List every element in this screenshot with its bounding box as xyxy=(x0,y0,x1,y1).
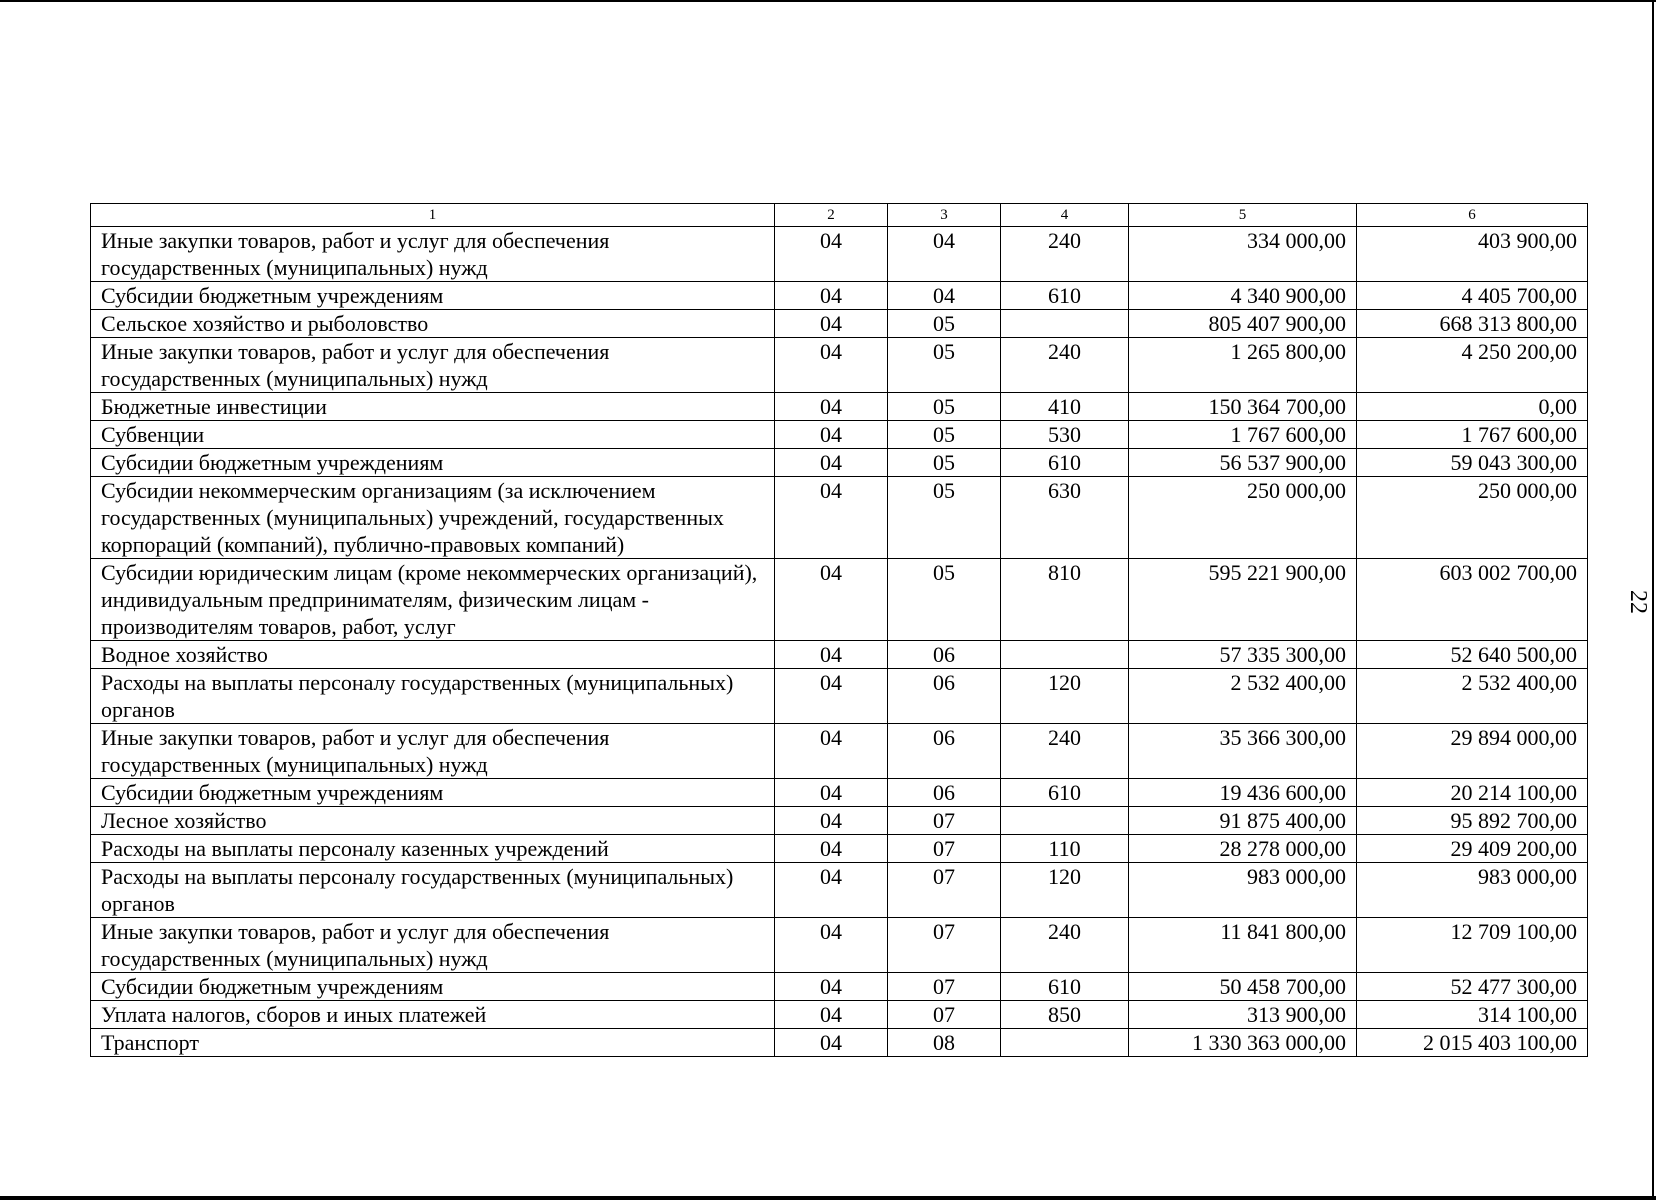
cell-amount-2: 12 709 100,00 xyxy=(1357,918,1588,973)
cell-amount-2: 983 000,00 xyxy=(1357,863,1588,918)
cell-section: 04 xyxy=(775,282,888,310)
cell-amount-1: 57 335 300,00 xyxy=(1129,641,1357,669)
cell-amount-2: 52 640 500,00 xyxy=(1357,641,1588,669)
cell-section: 04 xyxy=(775,559,888,641)
cell-subsection: 07 xyxy=(888,863,1001,918)
budget-table xyxy=(90,203,1588,1057)
cell-subsection: 07 xyxy=(888,973,1001,1001)
cell-amount-2: 603 002 700,00 xyxy=(1357,559,1588,641)
cell-type: 610 xyxy=(1001,973,1129,1001)
cell-subsection: 05 xyxy=(888,477,1001,559)
cell-section: 04 xyxy=(775,338,888,393)
cell-subsection: 06 xyxy=(888,641,1001,669)
cell-amount-1: 50 458 700,00 xyxy=(1129,973,1357,1001)
cell-amount-1: 334 000,00 xyxy=(1129,227,1357,282)
cell-amount-2: 4 250 200,00 xyxy=(1357,338,1588,393)
table-row xyxy=(91,669,1588,724)
cell-section: 04 xyxy=(775,227,888,282)
cell-amount-2: 95 892 700,00 xyxy=(1357,807,1588,835)
cell-section: 04 xyxy=(775,449,888,477)
cell-name: Субсидии некоммерческим организациям (за исключением государственных (муниципальных) учреждений, государственных корпораций (компаний), публично-правовых компаний) xyxy=(91,477,775,559)
page-edge-top xyxy=(0,0,1656,2)
cell-section: 04 xyxy=(775,724,888,779)
cell-amount-1: 1 265 800,00 xyxy=(1129,338,1357,393)
cell-subsection: 07 xyxy=(888,918,1001,973)
cell-section: 04 xyxy=(775,835,888,863)
cell-section: 04 xyxy=(775,779,888,807)
cell-amount-2: 1 767 600,00 xyxy=(1357,421,1588,449)
cell-type: 530 xyxy=(1001,421,1129,449)
table-row xyxy=(91,1029,1588,1057)
cell-type: 120 xyxy=(1001,669,1129,724)
table-row xyxy=(91,641,1588,669)
table-row xyxy=(91,282,1588,310)
cell-type xyxy=(1001,807,1129,835)
cell-amount-1: 2 532 400,00 xyxy=(1129,669,1357,724)
cell-subsection: 05 xyxy=(888,393,1001,421)
cell-type: 240 xyxy=(1001,338,1129,393)
header-row xyxy=(91,204,1588,227)
cell-subsection: 05 xyxy=(888,559,1001,641)
cell-name: Субсидии бюджетным учреждениям xyxy=(91,973,775,1001)
cell-amount-2: 2 015 403 100,00 xyxy=(1357,1029,1588,1057)
header-col-type: 4 xyxy=(1001,204,1129,227)
cell-section: 04 xyxy=(775,310,888,338)
cell-type: 110 xyxy=(1001,835,1129,863)
cell-type: 610 xyxy=(1001,282,1129,310)
cell-subsection: 07 xyxy=(888,835,1001,863)
table-row xyxy=(91,724,1588,779)
cell-amount-2: 668 313 800,00 xyxy=(1357,310,1588,338)
cell-subsection: 05 xyxy=(888,449,1001,477)
table-row xyxy=(91,1001,1588,1029)
cell-amount-2: 20 214 100,00 xyxy=(1357,779,1588,807)
cell-amount-2: 403 900,00 xyxy=(1357,227,1588,282)
table-row xyxy=(91,559,1588,641)
table-row xyxy=(91,807,1588,835)
cell-amount-1: 28 278 000,00 xyxy=(1129,835,1357,863)
cell-amount-1: 595 221 900,00 xyxy=(1129,559,1357,641)
table-row xyxy=(91,863,1588,918)
cell-type: 610 xyxy=(1001,449,1129,477)
cell-type: 410 xyxy=(1001,393,1129,421)
cell-name: Расходы на выплаты персоналу государственных (муниципальных) органов xyxy=(91,863,775,918)
header-col-name: 1 xyxy=(91,204,775,227)
table-row xyxy=(91,421,1588,449)
cell-subsection: 07 xyxy=(888,1001,1001,1029)
cell-amount-2: 29 409 200,00 xyxy=(1357,835,1588,863)
cell-type: 610 xyxy=(1001,779,1129,807)
cell-type xyxy=(1001,641,1129,669)
cell-name: Лесное хозяйство xyxy=(91,807,775,835)
cell-type: 630 xyxy=(1001,477,1129,559)
cell-amount-2: 0,00 xyxy=(1357,393,1588,421)
cell-amount-2: 4 405 700,00 xyxy=(1357,282,1588,310)
cell-subsection: 08 xyxy=(888,1029,1001,1057)
table-header xyxy=(91,204,1588,227)
table-row xyxy=(91,477,1588,559)
cell-amount-1: 805 407 900,00 xyxy=(1129,310,1357,338)
cell-section: 04 xyxy=(775,863,888,918)
cell-section: 04 xyxy=(775,669,888,724)
table-row xyxy=(91,779,1588,807)
cell-subsection: 04 xyxy=(888,227,1001,282)
table-row xyxy=(91,227,1588,282)
cell-name: Субсидии юридическим лицам (кроме некоммерческих организаций), индивидуальным предпринимателям, физическим лицам - производителям товаров, работ, услуг xyxy=(91,559,775,641)
table-row xyxy=(91,973,1588,1001)
cell-subsection: 06 xyxy=(888,779,1001,807)
cell-subsection: 05 xyxy=(888,310,1001,338)
cell-amount-1: 150 364 700,00 xyxy=(1129,393,1357,421)
cell-type: 120 xyxy=(1001,863,1129,918)
cell-type: 810 xyxy=(1001,559,1129,641)
cell-amount-1: 1 330 363 000,00 xyxy=(1129,1029,1357,1057)
cell-amount-1: 11 841 800,00 xyxy=(1129,918,1357,973)
cell-name: Иные закупки товаров, работ и услуг для обеспечения государственных (муниципальных) нужд xyxy=(91,724,775,779)
cell-amount-1: 250 000,00 xyxy=(1129,477,1357,559)
cell-amount-2: 29 894 000,00 xyxy=(1357,724,1588,779)
header-col-subsection: 3 xyxy=(888,204,1001,227)
cell-name: Водное хозяйство xyxy=(91,641,775,669)
cell-type: 240 xyxy=(1001,227,1129,282)
cell-section: 04 xyxy=(775,477,888,559)
cell-name: Сельское хозяйство и рыболовство xyxy=(91,310,775,338)
cell-amount-1: 4 340 900,00 xyxy=(1129,282,1357,310)
cell-amount-1: 313 900,00 xyxy=(1129,1001,1357,1029)
cell-name: Иные закупки товаров, работ и услуг для обеспечения государственных (муниципальных) нужд xyxy=(91,338,775,393)
cell-type: 240 xyxy=(1001,918,1129,973)
cell-section: 04 xyxy=(775,641,888,669)
table-row xyxy=(91,393,1588,421)
page-edge-right xyxy=(1652,0,1654,1200)
cell-amount-1: 56 537 900,00 xyxy=(1129,449,1357,477)
cell-type xyxy=(1001,1029,1129,1057)
cell-name: Иные закупки товаров, работ и услуг для обеспечения государственных (муниципальных) нужд xyxy=(91,918,775,973)
cell-name: Расходы на выплаты персоналу государственных (муниципальных) органов xyxy=(91,669,775,724)
cell-amount-1: 983 000,00 xyxy=(1129,863,1357,918)
cell-name: Бюджетные инвестиции xyxy=(91,393,775,421)
table-row xyxy=(91,310,1588,338)
cell-section: 04 xyxy=(775,807,888,835)
page-number: 22 xyxy=(1625,590,1651,614)
cell-name: Субсидии бюджетным учреждениям xyxy=(91,282,775,310)
table-body xyxy=(91,227,1588,1057)
cell-section: 04 xyxy=(775,393,888,421)
cell-type xyxy=(1001,310,1129,338)
cell-name: Расходы на выплаты персоналу казенных учреждений xyxy=(91,835,775,863)
cell-amount-2: 2 532 400,00 xyxy=(1357,669,1588,724)
cell-amount-2: 59 043 300,00 xyxy=(1357,449,1588,477)
cell-name: Субсидии бюджетным учреждениям xyxy=(91,449,775,477)
cell-name: Субвенции xyxy=(91,421,775,449)
cell-name: Иные закупки товаров, работ и услуг для обеспечения государственных (муниципальных) нужд xyxy=(91,227,775,282)
table-row xyxy=(91,338,1588,393)
cell-type: 850 xyxy=(1001,1001,1129,1029)
cell-amount-2: 314 100,00 xyxy=(1357,1001,1588,1029)
cell-section: 04 xyxy=(775,1001,888,1029)
page-edge-bottom xyxy=(0,1196,1656,1200)
cell-section: 04 xyxy=(775,918,888,973)
cell-section: 04 xyxy=(775,1029,888,1057)
header-col-amount-1: 5 xyxy=(1129,204,1357,227)
cell-amount-1: 19 436 600,00 xyxy=(1129,779,1357,807)
table-row xyxy=(91,835,1588,863)
cell-subsection: 07 xyxy=(888,807,1001,835)
cell-section: 04 xyxy=(775,973,888,1001)
cell-subsection: 05 xyxy=(888,421,1001,449)
cell-amount-1: 1 767 600,00 xyxy=(1129,421,1357,449)
table-row xyxy=(91,918,1588,973)
cell-subsection: 05 xyxy=(888,338,1001,393)
header-col-section: 2 xyxy=(775,204,888,227)
cell-type: 240 xyxy=(1001,724,1129,779)
cell-name: Транспорт xyxy=(91,1029,775,1057)
cell-subsection: 06 xyxy=(888,669,1001,724)
cell-subsection: 06 xyxy=(888,724,1001,779)
cell-amount-1: 91 875 400,00 xyxy=(1129,807,1357,835)
cell-name: Уплата налогов, сборов и иных платежей xyxy=(91,1001,775,1029)
table-row xyxy=(91,449,1588,477)
cell-amount-2: 250 000,00 xyxy=(1357,477,1588,559)
cell-amount-1: 35 366 300,00 xyxy=(1129,724,1357,779)
cell-amount-2: 52 477 300,00 xyxy=(1357,973,1588,1001)
cell-subsection: 04 xyxy=(888,282,1001,310)
header-col-amount-2: 6 xyxy=(1357,204,1588,227)
cell-name: Субсидии бюджетным учреждениям xyxy=(91,779,775,807)
cell-section: 04 xyxy=(775,421,888,449)
